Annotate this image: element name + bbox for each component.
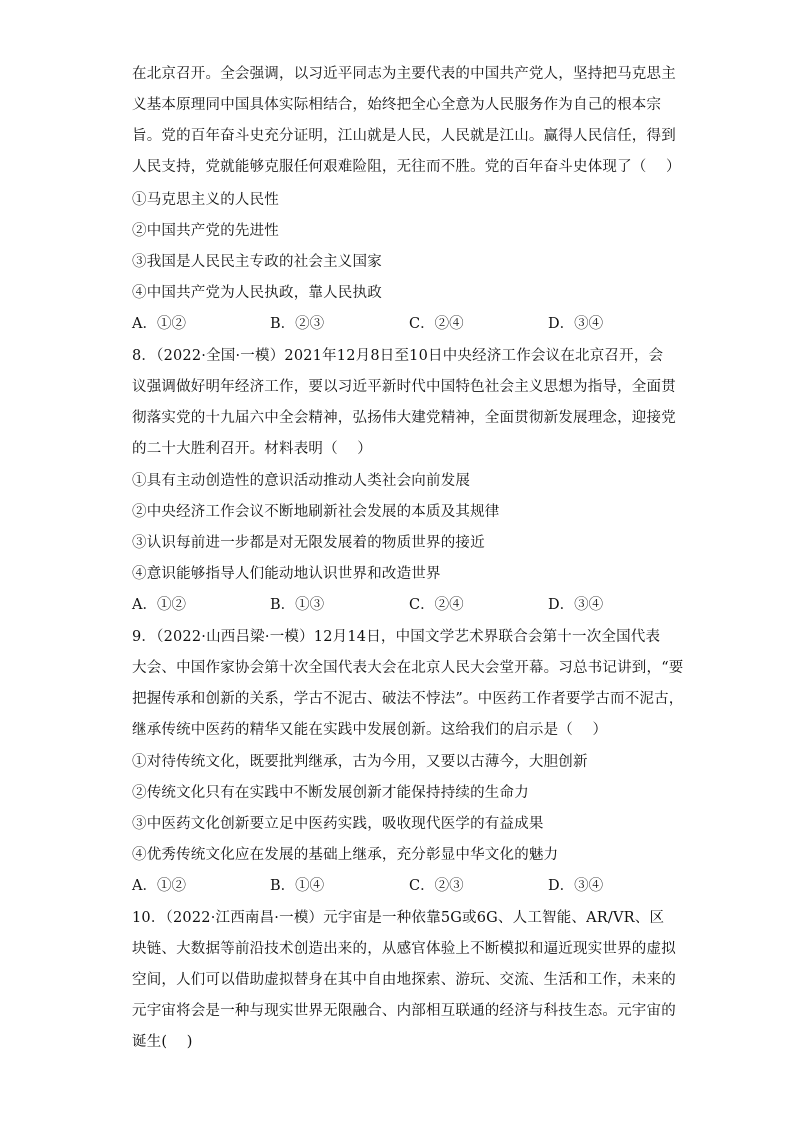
option-d: D．③④ [548, 597, 604, 613]
text-line: 彻落实党的十九届六中全会精神，弘扬伟大建党精神，全面贯彻新发展理念，迎接党 [132, 410, 676, 426]
option-b: B．①③ [270, 597, 325, 613]
option-a: A．①② [132, 597, 186, 613]
question-9-stem: 9．（2022·山西吕梁·一模）12月14日，中国文学艺术界联合会第十一次全国代表 [132, 629, 661, 645]
option-c: C．②④ [409, 316, 464, 332]
text-line: 的二十大胜利召开。材料表明（ ） [132, 441, 373, 457]
text-line: 空间，人们可以借助虚拟替身在其中自由地探索、游玩、交流、生活和工作，未来的 [132, 972, 676, 988]
option-d: D．③④ [548, 316, 604, 332]
choice-statement: ④意识能够指导人们能动地认识世界和改造世界 [132, 566, 441, 582]
option-a: A．①② [132, 316, 186, 332]
text-line: 继承传统中医药的精华又能在实践中发展创新。这给我们的启示是（ ） [132, 722, 608, 738]
option-b: B．②③ [270, 316, 325, 332]
text-line: 议强调做好明年经济工作，要以习近平新时代中国特色社会主义思想为指导，全面贯 [132, 379, 676, 395]
text-line: 旨。党的百年奋斗史充分证明，江山就是人民，人民就是江山。赢得人民信任，得到 [132, 128, 676, 144]
text-line: 诞生( ) [132, 1034, 193, 1050]
choice-statement: ③我国是人民民主专政的社会主义国家 [132, 254, 382, 270]
question-10-stem: 10．（2022·江西南昌·一模）元宇宙是一种依靠5G或6G、人工智能、AR/VR、区 [132, 910, 665, 926]
choice-statement: ①对待传统文化，既要批判继承，古为今用，又要以古薄今，大胆创新 [132, 754, 588, 770]
choice-statement: ④优秀传统文化应在发展的基础上继承，充分彰显中华文化的魅力 [132, 847, 559, 863]
choice-statement: ③认识每前进一步都是对无限发展着的物质世界的接近 [132, 535, 485, 551]
option-b: B．①④ [270, 878, 325, 894]
text-line: 把握传承和创新的关系，学古不泥古、破法不悖法”。中医药工作者要学古而不泥古， [132, 691, 684, 707]
option-a: A．①② [132, 878, 186, 894]
text-line: 义基本原理同中国具体实际相结合，始终把全心全意为人民服务作为自己的根本宗 [132, 97, 662, 113]
text-line: 元宇宙将会是一种与现实世界无限融合、内部相互联通的经济与科技生态。元宇宙的 [132, 1003, 676, 1019]
text-line: 大会、中国作家协会第十次全国代表大会在北京人民大会堂开幕。习总书记讲到，“要 [132, 660, 684, 676]
text-line: 块链、大数据等前沿技术创造出来的，从感官体验上不断模拟和逼近现实世界的虚拟 [132, 941, 676, 957]
answer-options [132, 595, 662, 615]
choice-statement: ②传统文化只有在实践中不断发展创新才能保持持续的生命力 [132, 785, 529, 801]
choice-statement: ①马克思主义的人民性 [132, 192, 279, 208]
question-8-stem: 8．（2022·全国·一模）2021年12月8日至10日中央经济工作会议在北京召开，会 [132, 348, 664, 364]
option-c: C．②④ [409, 597, 464, 613]
choice-statement: ②中央经济工作会议不断地刷新社会发展的本质及其规律 [132, 504, 500, 520]
text-line: 人民支持，党就能够克服任何艰难险阻，无往而不胜。党的百年奋斗史体现了（ ） [132, 159, 681, 175]
answer-options [132, 876, 662, 896]
option-c: C．②③ [409, 878, 464, 894]
choice-statement: ③中医药文化创新要立足中医药实践，吸收现代医学的有益成果 [132, 816, 544, 832]
choice-statement: ①具有主动创造性的意识活动推动人类社会向前发展 [132, 473, 471, 489]
choice-statement: ④中国共产党为人民执政，靠人民执政 [132, 285, 382, 301]
choice-statement: ②中国共产党的先进性 [132, 223, 279, 239]
text-line: 在北京召开。全会强调，以习近平同志为主要代表的中国共产党人，坚持把马克思主 [132, 66, 676, 82]
option-d: D．③④ [548, 878, 604, 894]
answer-options [132, 314, 662, 334]
